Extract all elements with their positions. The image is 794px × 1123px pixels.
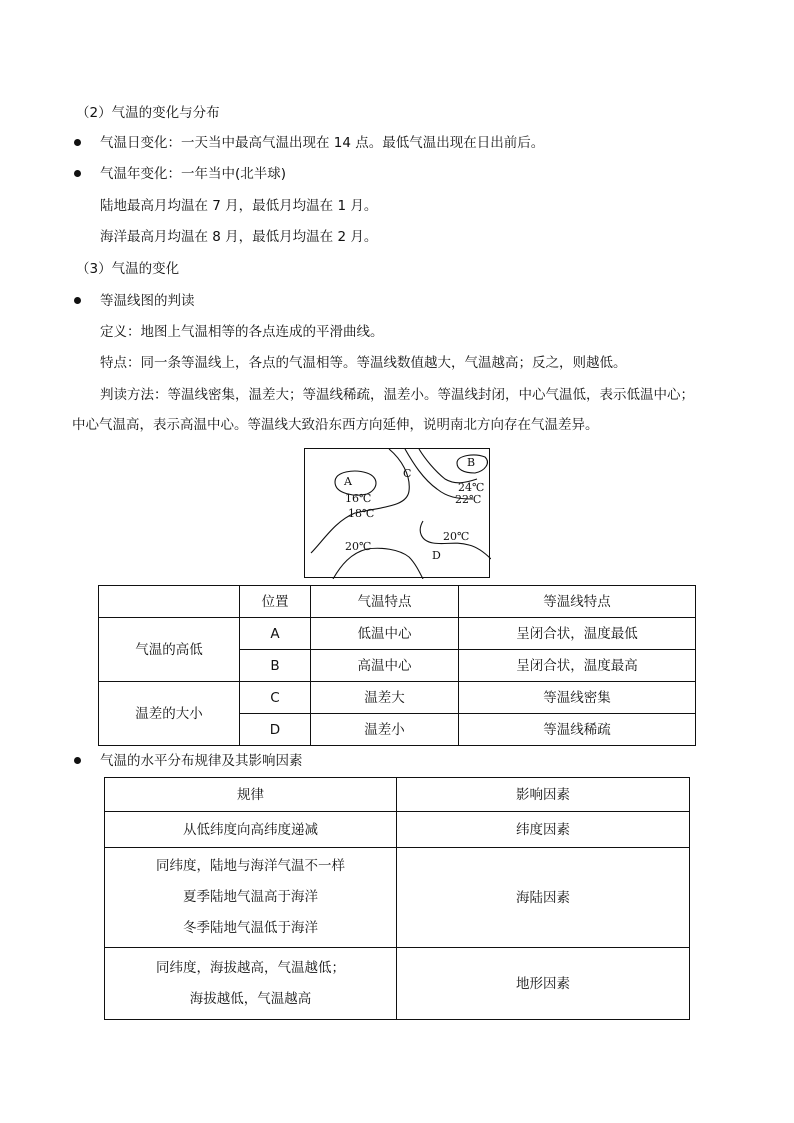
map-label-c: C (403, 467, 412, 480)
isotherm-table (98, 585, 696, 746)
map-label-24: 24℃ (458, 481, 485, 494)
table-cell: 高温中心 (311, 650, 459, 682)
table-header-cell (99, 586, 240, 618)
rule-line: 冬季陆地气温低于海洋 (183, 920, 318, 936)
table-cell: 从低纬度向高纬度递减 (105, 812, 397, 848)
table-cell: 海陆因素 (397, 848, 690, 948)
table-cell: 等温线密集 (459, 682, 696, 714)
rule-line: 海拔越低，气温越高 (189, 990, 312, 1007)
table-header-cell: 等温线特点 (459, 586, 696, 618)
rule-line: 夏季陆地气温高于海洋 (183, 889, 318, 905)
table-row (99, 682, 696, 714)
table-cell: 温差大 (311, 682, 459, 714)
daily-variation-text: 气温日变化：一天当中最高气温出现在 14 点。最低气温出现在日出前后。 (100, 135, 545, 151)
horizontal-title: 气温的水平分布规律及其影响因素 (100, 753, 303, 769)
horizontal-table (104, 777, 690, 1020)
method-text-line1: 判读方法：等温线密集，温差大；等温线稀疏，温差小。等温线封闭，中心气温低，表示低温中心； (100, 387, 694, 403)
table-cell: 呈闭合状，温度最高 (459, 650, 696, 682)
bullet-icon (74, 139, 81, 146)
group-label: 气温的高低 (99, 618, 240, 682)
map-label-20-left: 20℃ (345, 540, 372, 553)
bullet-icon (74, 170, 81, 177)
table-cell (105, 848, 397, 948)
map-label-b: B (467, 456, 476, 469)
table-cell: 温差小 (311, 714, 459, 746)
rule-line: 同纬度，海拔越高，气温越低； (156, 959, 345, 976)
table-row (105, 948, 690, 1020)
section-3-heading: （3）气温的变化 (76, 261, 180, 277)
table-header-cell: 影响因素 (397, 778, 690, 812)
isotherm-title: 等温线图的判读 (100, 293, 195, 309)
table-row (105, 812, 690, 848)
map-label-d: D (432, 549, 441, 562)
table-cell: 地形因素 (397, 948, 690, 1020)
land-temp-text: 陆地最高月均温在 7 月，最低月均温在 1 月。 (100, 198, 378, 214)
map-label-20-right: 20℃ (443, 530, 470, 543)
bullet-icon (74, 297, 81, 304)
isotherm-map (304, 448, 490, 578)
table-cell: D (240, 714, 311, 746)
table-header-cell: 规律 (105, 778, 397, 812)
method-text-line2: 中心气温高，表示高温中心。等温线大致沿东西方向延伸，说明南北方向存在气温差异。 (72, 417, 599, 433)
rule-line: 同纬度，陆地与海洋气温不一样 (156, 858, 345, 874)
map-label-16: 16℃ (345, 492, 372, 505)
bullet-icon (74, 757, 81, 764)
definition-text: 定义：地图上气温相等的各点连成的平滑曲线。 (100, 324, 384, 340)
table-cell: A (240, 618, 311, 650)
features-text: 特点：同一条等温线上，各点的气温相等。等温线数值越大，气温越高；反之，则越低。 (100, 355, 627, 371)
table-cell: 等温线稀疏 (459, 714, 696, 746)
section-2-heading: （2）气温的变化与分布 (76, 105, 220, 121)
table-cell: B (240, 650, 311, 682)
table-cell: C (240, 682, 311, 714)
map-label-22: 22℃ (455, 493, 482, 506)
table-row (99, 618, 696, 650)
group-label: 温差的大小 (99, 682, 240, 746)
annual-variation-text: 气温年变化：一年当中(北半球) (100, 166, 287, 182)
map-label-a: A (344, 475, 352, 488)
map-label-18: 18℃ (348, 507, 375, 520)
table-cell: 低温中心 (311, 618, 459, 650)
isotherm-lines (305, 449, 491, 579)
table-row (105, 848, 690, 948)
table-header-cell: 气温特点 (311, 586, 459, 618)
table-cell (105, 948, 397, 1020)
table-header-cell: 位置 (240, 586, 311, 618)
table-cell: 呈闭合状，温度最低 (459, 618, 696, 650)
table-cell: 纬度因素 (397, 812, 690, 848)
ocean-temp-text: 海洋最高月均温在 8 月，最低月均温在 2 月。 (100, 229, 378, 245)
